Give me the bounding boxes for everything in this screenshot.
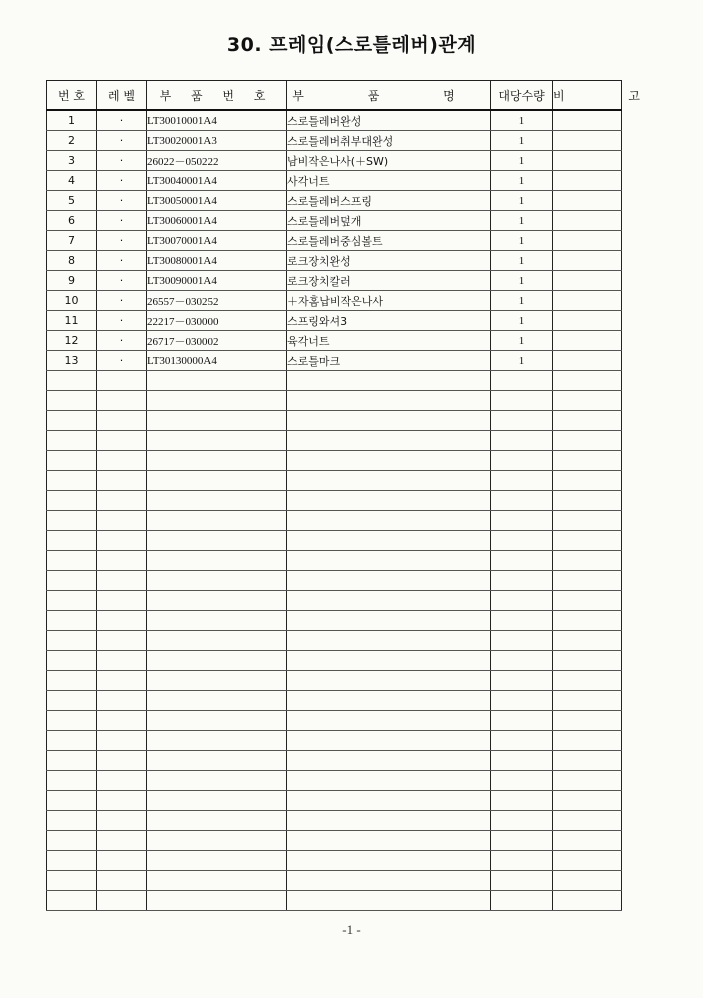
cell-qty (491, 411, 553, 431)
cell-qty (491, 631, 553, 651)
cell-part-no (147, 451, 287, 471)
cell-level (97, 451, 147, 471)
cell-remark (553, 271, 622, 291)
cell-part-name (287, 551, 491, 571)
cell-qty (491, 831, 553, 851)
cell-remark (553, 651, 622, 671)
cell-no: 3 (47, 151, 97, 171)
cell-level (97, 651, 147, 671)
cell-part-no (147, 571, 287, 591)
empty-table-row (47, 431, 622, 451)
cell-part-no: LT30060001A4 (147, 211, 287, 231)
cell-part-name (287, 851, 491, 871)
cell-no (47, 471, 97, 491)
cell-part-name: 스프링와셔3 (287, 311, 491, 331)
cell-remark (553, 551, 622, 571)
cell-qty (491, 571, 553, 591)
cell-qty (491, 591, 553, 611)
cell-level: · (97, 110, 147, 131)
empty-table-row (47, 511, 622, 531)
cell-level (97, 611, 147, 631)
cell-part-name: 스로틀레버완성 (287, 110, 491, 131)
cell-no (47, 491, 97, 511)
cell-part-name (287, 471, 491, 491)
cell-part-no (147, 411, 287, 431)
cell-part-no (147, 891, 287, 911)
cell-level: · (97, 251, 147, 271)
cell-part-no (147, 631, 287, 651)
cell-part-no (147, 831, 287, 851)
cell-no (47, 631, 97, 651)
header-part-no: 부 품 번 호 (147, 81, 287, 111)
cell-no (47, 771, 97, 791)
cell-part-no (147, 431, 287, 451)
header-remark: 비 고 (553, 81, 622, 111)
cell-part-name: 로크장치완성 (287, 251, 491, 271)
cell-qty (491, 891, 553, 911)
cell-part-no: LT30020001A3 (147, 131, 287, 151)
cell-part-name: 스로틀마크 (287, 351, 491, 371)
cell-qty (491, 691, 553, 711)
empty-table-row (47, 391, 622, 411)
cell-part-name (287, 771, 491, 791)
empty-table-row (47, 551, 622, 571)
cell-qty: 1 (491, 191, 553, 211)
cell-no: 1 (47, 110, 97, 131)
cell-qty (491, 771, 553, 791)
empty-table-row (47, 851, 622, 871)
cell-part-name (287, 751, 491, 771)
cell-level (97, 571, 147, 591)
cell-part-name: 육각너트 (287, 331, 491, 351)
cell-qty: 1 (491, 231, 553, 251)
cell-no (47, 791, 97, 811)
cell-part-name (287, 591, 491, 611)
cell-part-name (287, 891, 491, 911)
cell-level (97, 491, 147, 511)
cell-no (47, 611, 97, 631)
cell-part-name (287, 511, 491, 531)
cell-level (97, 471, 147, 491)
cell-level (97, 371, 147, 391)
cell-part-no (147, 471, 287, 491)
cell-part-name: 사각너트 (287, 171, 491, 191)
cell-remark (553, 351, 622, 371)
cell-no: 7 (47, 231, 97, 251)
cell-remark (553, 491, 622, 511)
cell-level: · (97, 331, 147, 351)
cell-level (97, 711, 147, 731)
cell-no (47, 391, 97, 411)
cell-level (97, 391, 147, 411)
cell-level: · (97, 291, 147, 311)
cell-part-no (147, 691, 287, 711)
table-row (47, 151, 622, 171)
cell-part-no (147, 391, 287, 411)
parts-table (46, 80, 670, 911)
cell-remark (553, 811, 622, 831)
empty-table-row (47, 651, 622, 671)
table-row (47, 311, 622, 331)
cell-level (97, 871, 147, 891)
cell-part-name (287, 691, 491, 711)
cell-level: · (97, 271, 147, 291)
cell-level (97, 551, 147, 571)
cell-part-name (287, 671, 491, 691)
cell-remark (553, 131, 622, 151)
cell-level: · (97, 131, 147, 151)
empty-table-row (47, 631, 622, 651)
cell-part-no (147, 491, 287, 511)
cell-remark (553, 471, 622, 491)
empty-table-row (47, 671, 622, 691)
cell-part-name (287, 711, 491, 731)
cell-part-name (287, 811, 491, 831)
cell-no: 9 (47, 271, 97, 291)
cell-part-name: 스로틀레버취부대완성 (287, 131, 491, 151)
cell-part-name (287, 431, 491, 451)
cell-no (47, 871, 97, 891)
empty-table-row (47, 731, 622, 751)
cell-qty: 1 (491, 291, 553, 311)
cell-remark (553, 871, 622, 891)
cell-part-no (147, 651, 287, 671)
cell-qty (491, 671, 553, 691)
cell-qty: 1 (491, 271, 553, 291)
cell-no: 8 (47, 251, 97, 271)
empty-table-row (47, 691, 622, 711)
cell-remark (553, 611, 622, 631)
cell-remark (553, 731, 622, 751)
cell-part-no: LT30040001A4 (147, 171, 287, 191)
cell-part-no (147, 671, 287, 691)
cell-no (47, 711, 97, 731)
cell-part-no (147, 771, 287, 791)
cell-qty (491, 851, 553, 871)
cell-part-no (147, 711, 287, 731)
cell-part-no (147, 591, 287, 611)
cell-remark (553, 511, 622, 531)
header-level: 레 벨 (97, 81, 147, 111)
cell-no: 4 (47, 171, 97, 191)
cell-no: 6 (47, 211, 97, 231)
cell-level: · (97, 311, 147, 331)
cell-no (47, 411, 97, 431)
cell-level (97, 631, 147, 651)
cell-level (97, 531, 147, 551)
cell-remark (553, 331, 622, 351)
cell-no (47, 651, 97, 671)
cell-part-no: 26717－030002 (147, 331, 287, 351)
cell-part-no: LT30130000A4 (147, 351, 287, 371)
cell-part-no (147, 371, 287, 391)
cell-remark (553, 231, 622, 251)
cell-part-no (147, 751, 287, 771)
cell-qty (491, 611, 553, 631)
cell-no (47, 451, 97, 471)
page-number: -1 - (342, 922, 361, 937)
cell-remark (553, 831, 622, 851)
empty-table-row (47, 411, 622, 431)
table-row (47, 231, 622, 251)
cell-level (97, 731, 147, 751)
cell-part-name (287, 371, 491, 391)
cell-no (47, 731, 97, 751)
table-row (47, 271, 622, 291)
cell-level (97, 831, 147, 851)
cell-remark (553, 451, 622, 471)
cell-qty (491, 491, 553, 511)
cell-no: 2 (47, 131, 97, 151)
cell-remark (553, 110, 622, 131)
cell-part-name: 스로틀레버중심볼트 (287, 231, 491, 251)
table-row (47, 331, 622, 351)
cell-remark (553, 311, 622, 331)
empty-table-row (47, 791, 622, 811)
table-row (47, 171, 622, 191)
cell-qty (491, 871, 553, 891)
cell-part-no: LT30010001A4 (147, 110, 287, 131)
cell-level: · (97, 351, 147, 371)
cell-level: · (97, 191, 147, 211)
cell-part-name (287, 791, 491, 811)
cell-remark (553, 571, 622, 591)
cell-part-name: 스로틀레버스프링 (287, 191, 491, 211)
cell-part-no (147, 551, 287, 571)
cell-qty: 1 (491, 311, 553, 331)
table-row (47, 351, 622, 371)
cell-no (47, 511, 97, 531)
cell-no (47, 851, 97, 871)
cell-no (47, 531, 97, 551)
cell-remark (553, 251, 622, 271)
empty-table-row (47, 531, 622, 551)
cell-part-name (287, 611, 491, 631)
cell-part-no: LT30080001A4 (147, 251, 287, 271)
cell-qty (491, 651, 553, 671)
empty-table-row (47, 591, 622, 611)
cell-part-no: LT30090001A4 (147, 271, 287, 291)
cell-remark (553, 411, 622, 431)
cell-level (97, 671, 147, 691)
cell-qty (491, 751, 553, 771)
cell-no: 12 (47, 331, 97, 351)
cell-level: · (97, 151, 147, 171)
cell-remark (553, 531, 622, 551)
cell-qty (491, 431, 553, 451)
cell-qty (491, 791, 553, 811)
cell-remark (553, 591, 622, 611)
cell-no (47, 591, 97, 611)
table-row (47, 211, 622, 231)
cell-no: 10 (47, 291, 97, 311)
cell-no (47, 891, 97, 911)
cell-part-name (287, 491, 491, 511)
cell-part-name (287, 871, 491, 891)
cell-part-name: ＋자홈납비작은나사 (287, 291, 491, 311)
empty-table-row (47, 451, 622, 471)
cell-qty: 1 (491, 331, 553, 351)
cell-remark (553, 691, 622, 711)
cell-no (47, 751, 97, 771)
cell-part-no: 26557－030252 (147, 291, 287, 311)
cell-qty (491, 731, 553, 751)
cell-part-name: 스로틀레버덮개 (287, 211, 491, 231)
cell-part-no (147, 811, 287, 831)
cell-part-name (287, 831, 491, 851)
empty-table-row (47, 771, 622, 791)
table-row (47, 291, 622, 311)
cell-level (97, 851, 147, 871)
cell-remark (553, 851, 622, 871)
cell-level (97, 771, 147, 791)
cell-no (47, 671, 97, 691)
cell-level (97, 511, 147, 531)
cell-part-no (147, 851, 287, 871)
empty-table-row (47, 371, 622, 391)
cell-remark (553, 891, 622, 911)
cell-part-no (147, 791, 287, 811)
header-part-name: 부 품 명 (287, 81, 491, 111)
cell-level (97, 691, 147, 711)
table-row (47, 110, 622, 131)
cell-remark (553, 211, 622, 231)
empty-table-row (47, 491, 622, 511)
cell-part-no (147, 511, 287, 531)
cell-remark (553, 431, 622, 451)
cell-level (97, 891, 147, 911)
cell-qty: 1 (491, 131, 553, 151)
cell-no (47, 811, 97, 831)
cell-part-name (287, 651, 491, 671)
cell-qty (491, 711, 553, 731)
cell-qty: 1 (491, 211, 553, 231)
empty-table-row (47, 471, 622, 491)
cell-level: · (97, 171, 147, 191)
cell-level (97, 411, 147, 431)
cell-no (47, 691, 97, 711)
cell-qty: 1 (491, 351, 553, 371)
cell-part-no: 22217－030000 (147, 311, 287, 331)
cell-no (47, 571, 97, 591)
cell-qty (491, 511, 553, 531)
cell-no: 5 (47, 191, 97, 211)
cell-qty: 1 (491, 110, 553, 131)
empty-table-row (47, 571, 622, 591)
cell-part-no: 26022－050222 (147, 151, 287, 171)
cell-level: · (97, 231, 147, 251)
page-title: 30. 프레임(스로틀레버)관계 (226, 34, 477, 56)
table-row (47, 131, 622, 151)
cell-part-name: 남비작은나사(＋SW) (287, 151, 491, 171)
cell-part-no: LT30050001A4 (147, 191, 287, 211)
cell-remark (553, 391, 622, 411)
empty-table-row (47, 611, 622, 631)
cell-no (47, 371, 97, 391)
cell-remark (553, 751, 622, 771)
cell-qty: 1 (491, 151, 553, 171)
header-no: 번 호 (47, 81, 97, 111)
cell-qty (491, 451, 553, 471)
cell-part-no (147, 531, 287, 551)
cell-part-name (287, 451, 491, 471)
cell-part-name (287, 571, 491, 591)
cell-qty (491, 551, 553, 571)
cell-remark (553, 291, 622, 311)
cell-level (97, 591, 147, 611)
cell-remark (553, 671, 622, 691)
cell-part-name (287, 411, 491, 431)
cell-remark (553, 171, 622, 191)
cell-part-no (147, 871, 287, 891)
cell-remark (553, 771, 622, 791)
table-body (47, 110, 622, 911)
cell-part-no: LT30070001A4 (147, 231, 287, 251)
cell-remark (553, 631, 622, 651)
cell-qty (491, 471, 553, 491)
cell-level (97, 791, 147, 811)
cell-part-name (287, 731, 491, 751)
empty-table-row (47, 891, 622, 911)
empty-table-row (47, 831, 622, 851)
cell-qty: 1 (491, 171, 553, 191)
cell-remark (553, 371, 622, 391)
cell-qty (491, 531, 553, 551)
cell-part-name (287, 391, 491, 411)
cell-remark (553, 791, 622, 811)
header-qty: 대당수량 (491, 81, 553, 111)
cell-part-no (147, 731, 287, 751)
cell-part-name: 로크장치칼러 (287, 271, 491, 291)
cell-no (47, 431, 97, 451)
empty-table-row (47, 811, 622, 831)
cell-remark (553, 151, 622, 171)
empty-table-row (47, 871, 622, 891)
cell-no: 11 (47, 311, 97, 331)
table-row (47, 251, 622, 271)
cell-qty (491, 811, 553, 831)
cell-no (47, 551, 97, 571)
empty-table-row (47, 711, 622, 731)
table-header-row (47, 81, 622, 111)
cell-part-no (147, 611, 287, 631)
cell-level (97, 811, 147, 831)
cell-no: 13 (47, 351, 97, 371)
cell-level (97, 751, 147, 771)
cell-part-name (287, 531, 491, 551)
cell-level: · (97, 211, 147, 231)
cell-qty (491, 371, 553, 391)
cell-level (97, 431, 147, 451)
cell-part-name (287, 631, 491, 651)
cell-qty: 1 (491, 251, 553, 271)
cell-no (47, 831, 97, 851)
cell-qty (491, 391, 553, 411)
table-row (47, 191, 622, 211)
empty-table-row (47, 751, 622, 771)
cell-remark (553, 191, 622, 211)
cell-remark (553, 711, 622, 731)
